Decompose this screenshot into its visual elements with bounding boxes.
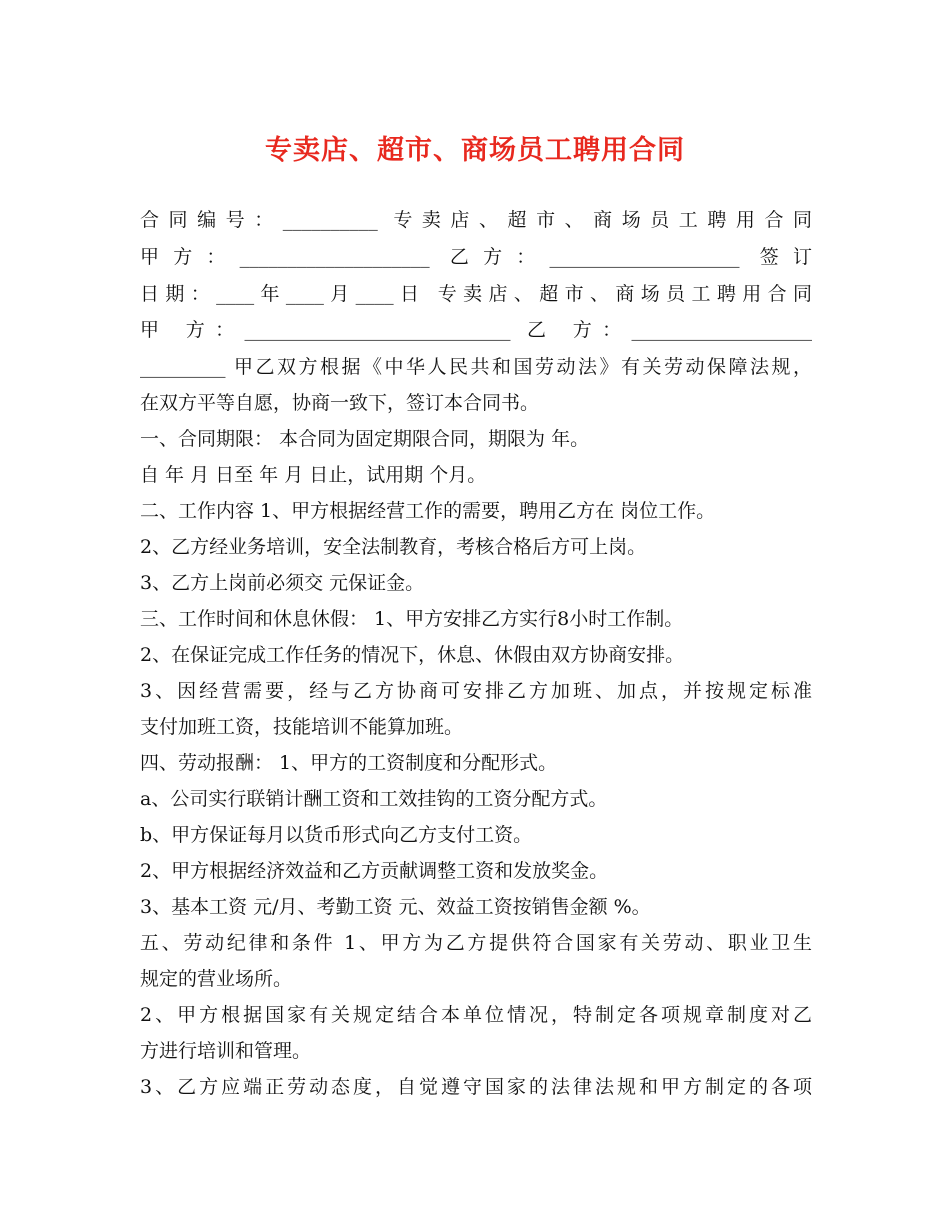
text-line: 2、在保证完成工作任务的情况下，休息、休假由双方协商安排。 xyxy=(140,644,685,666)
text-line: 甲方：____________________ 乙方：____________________ 签订 xyxy=(140,246,812,268)
text-line: 一、合同期限： 本合同为固定期限合同，期限为 年。 xyxy=(140,428,590,450)
text-line: 2、甲方根据国家有关规定结合本单位情况，特制定各项规章制度对乙 xyxy=(140,1004,812,1026)
text-line: 方进行培训和管理。 xyxy=(140,1040,312,1062)
text-line: 2、甲方根据经济效益和乙方贡献调整工资和发放奖金。 xyxy=(140,860,609,882)
text-line: 自 年 月 日至 年 月 日止，试用期 个月。 xyxy=(140,464,487,486)
text-line: 合同编号：__________ 专卖店、超市、商场员工聘用合同 xyxy=(140,209,812,231)
text-line: 四、劳动报酬： 1、甲方的工资制度和分配形式。 xyxy=(140,752,558,774)
document-title: 专卖店、超市、商场员工聘用合同 xyxy=(265,135,685,166)
text-line: 支付加班工资，技能培训不能算加班。 xyxy=(140,716,464,738)
text-line: 在双方平等自愿，协商一致下，签订本合同书。 xyxy=(140,392,540,414)
text-line: 3、因经营需要，经与乙方协商可安排乙方加班、加点，并按规定标准 xyxy=(140,680,812,702)
text-line: b、甲方保证每月以货币形式向乙方支付工资。 xyxy=(140,824,533,846)
text-line: 三、工作时间和休息休假： 1、甲方安排乙方实行8小时工作制。 xyxy=(140,608,684,630)
text-line: 五、劳动纪律和条件 1、甲方为乙方提供符合国家有关劳动、职业卫生 xyxy=(140,932,812,954)
text-line: 3、基本工资 元/月、考勤工资 元、效益工资按销售金额 %。 xyxy=(140,896,651,918)
text-line: a、公司实行联销计酬工资和工效挂钩的工资分配方式。 xyxy=(140,788,608,810)
text-line: 甲 方：____________________________ 乙 方：___________________ xyxy=(140,319,812,341)
text-line: _________ 甲乙双方根据《中华人民共和国劳动法》有关劳动保障法规， xyxy=(140,356,812,378)
text-line: 二、工作内容 1、甲方根据经营工作的需要，聘用乙方在 岗位工作。 xyxy=(140,500,716,522)
text-line: 规定的营业场所。 xyxy=(140,968,293,990)
text-line: 3、乙方上岗前必须交 元保证金。 xyxy=(140,572,425,594)
text-line: 2、乙方经业务培训，安全法制教育，考核合格后方可上岗。 xyxy=(140,536,647,558)
text-line: 3、乙方应端正劳动态度，自觉遵守国家的法律法规和甲方制定的各项 xyxy=(140,1076,812,1098)
text-line: 日期：____年____月____日 专卖店、超市、商场员工聘用合同 xyxy=(140,283,812,305)
